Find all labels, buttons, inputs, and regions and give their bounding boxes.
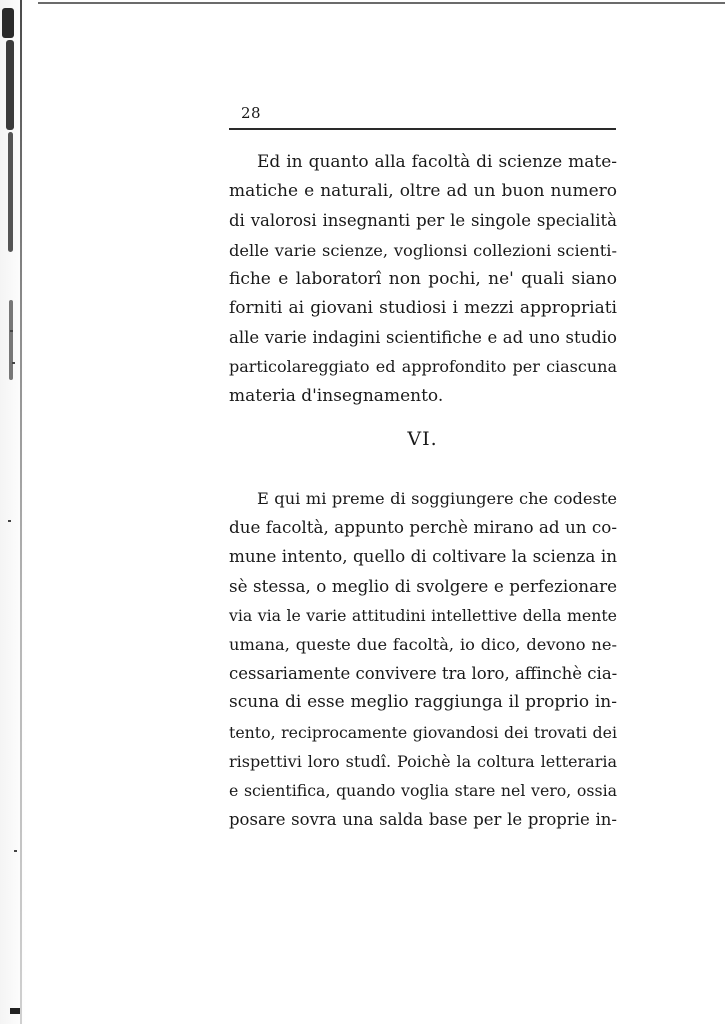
gutter-shadow <box>9 300 13 380</box>
binding-gutter <box>0 0 38 1024</box>
text-line: Ed in quanto alla facoltà di scienze mate- <box>257 152 617 172</box>
page-number: 28 <box>241 104 262 122</box>
text-line: alle varie indagini scientifiche e ad uno studio <box>229 328 617 348</box>
gutter-shadow <box>8 132 13 252</box>
text-line: fiche e laboratorî non pochi, ne' quali siano <box>229 268 617 289</box>
gutter-shadow <box>2 8 14 38</box>
text-line: forniti ai giovani studiosi i mezzi appropriati <box>229 297 617 318</box>
text-line: rispettivi loro studî. Poichè la coltura letteraria <box>229 751 617 771</box>
text-line: due facoltà, appunto perchè mirano ad un co- <box>229 517 617 538</box>
text-line: cessariamente convivere tra loro, affinchè cia- <box>229 664 618 684</box>
top-edge-rule <box>36 2 725 4</box>
text-line: posare sovra una salda base per le proprie in- <box>229 810 617 830</box>
gutter-fold-line <box>20 0 22 1024</box>
text-line: delle varie scienze, voglionsi collezioni scienti- <box>229 240 617 260</box>
section-heading: VI. <box>407 428 438 450</box>
text-line: E qui mi preme di soggiungere che codeste <box>257 489 617 508</box>
text-line: mune intento, quello di coltivare la scienza in <box>229 546 617 567</box>
text-line: di valorosi insegnanti per le singole specialità <box>229 211 617 231</box>
gutter-shadow <box>6 40 14 130</box>
text-line: materia d'insegnamento. <box>229 385 444 406</box>
text-line: matiche e naturali, oltre ad un buon numero <box>229 181 617 202</box>
gutter-speck <box>14 850 17 852</box>
text-line: umana, queste due facoltà, io dico, devono ne- <box>229 634 617 654</box>
gutter-speck <box>12 362 15 364</box>
text-line: scuna di esse meglio raggiunga il proprio in- <box>229 692 617 713</box>
gutter-speck <box>10 1008 20 1014</box>
text-line: sè stessa, o meglio di svolgere e perfezionare <box>229 575 617 596</box>
header-rule <box>229 128 616 130</box>
text-line: e scientifica, quando voglia stare nel vero, ossia <box>229 780 617 800</box>
text-line: particolareggiato ed approfondito per ciascuna <box>229 357 617 377</box>
gutter-speck <box>10 330 13 332</box>
paragraph-2 <box>229 484 617 834</box>
gutter-speck <box>8 520 11 522</box>
paragraph-1 <box>229 148 617 411</box>
text-line: via via le varie attitudini intellettive della mente <box>229 605 617 625</box>
text-line: tento, reciprocamente giovandosi dei trovati dei <box>229 722 617 742</box>
